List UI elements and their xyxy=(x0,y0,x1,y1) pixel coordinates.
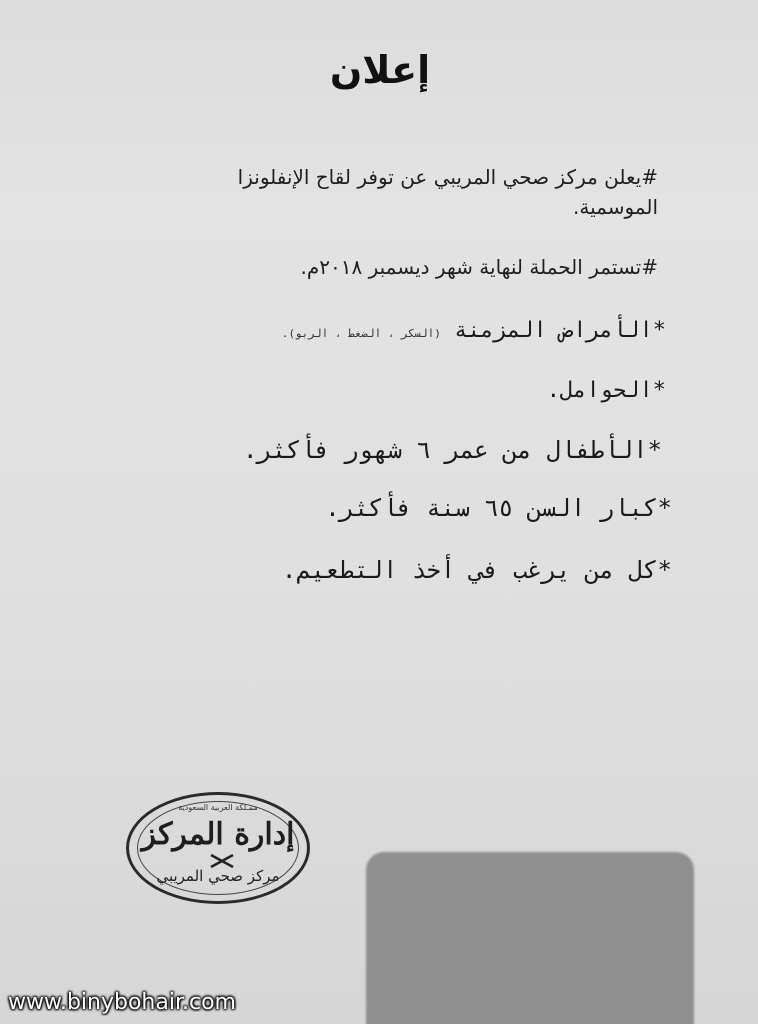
stamp-main-text: إدارة المركز xyxy=(141,817,295,852)
campaign-paragraph: #تستمر الحملة لنهاية شهر ديسمبر ٢٠١٨م. xyxy=(300,255,658,279)
bullet-chronic-diseases xyxy=(282,318,666,343)
bullet-children xyxy=(243,436,662,464)
redacted-shadow-block xyxy=(366,852,694,1024)
bullet-elderly xyxy=(325,494,672,522)
bullet-text: *الأمراض المزمنة xyxy=(454,318,666,343)
intro-paragraph: #يعلن مركز صحي المريبي عن توفر لقاح الإنفلونزا الموسمية. xyxy=(237,165,658,219)
bullet-text: *الحوامل. xyxy=(546,378,666,403)
bullet-pregnant-women xyxy=(547,378,666,403)
announcement-title: إعلان xyxy=(329,48,431,92)
stamp-bottom-text: مركز صحي المريبي xyxy=(156,867,280,885)
bullet-note: (السكر ، الضغط ، الربو). xyxy=(281,327,441,340)
bullet-text: *الأطفال من عمر ٦ شهور فأكثر. xyxy=(242,436,662,464)
stamp-top-text: ممـلكة العربية السعودية xyxy=(178,803,258,812)
official-stamp xyxy=(126,792,310,904)
bullet-text: *كبار السن ٦٥ سنة فأكثر. xyxy=(325,494,672,522)
bullet-text: *كل من يرغب في أخذ التطعيم. xyxy=(281,556,672,584)
site-watermark: www.binybohair.com xyxy=(8,990,236,1015)
bullet-anyone xyxy=(282,556,672,584)
